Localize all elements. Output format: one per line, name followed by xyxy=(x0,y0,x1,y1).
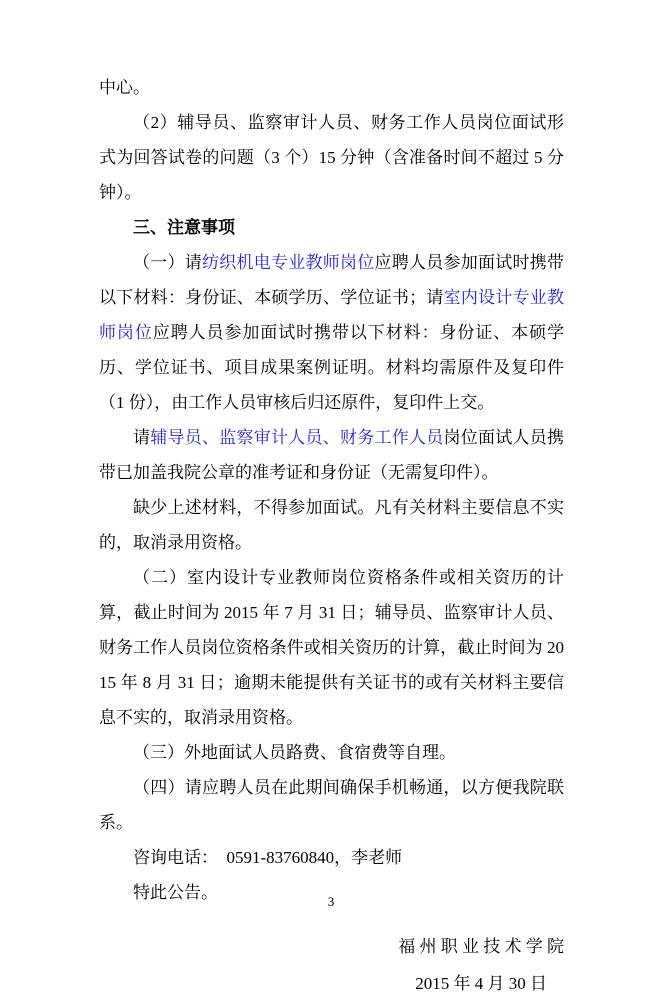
text-run: 应聘人员参加面试时携带以下材料：身份证、本硕学历、学位证书、项目成果案例证明。材料均需原件及复印件（1 份），由工作人员审核后归还原件，复印件上交。 xyxy=(99,323,565,412)
paragraph-qualification-deadline: （二）室内设计专业教师岗位资格条件或相关资历的计算，截止时间为 2015 年 7 月 31 日；辅导员、监察审计人员、财务工作人员岗位资格条件或相关资历的计算，截止时间为 2015 年 8 月 31 日；逾期未能提供有关证书的或有关材料主要信息不实的，取消录用资格。 xyxy=(99,568,564,727)
paragraph-materials xyxy=(99,245,564,420)
signature-inner xyxy=(398,928,564,1002)
text-run: 请 xyxy=(133,428,151,447)
paragraph-interview-format: （2）辅导员、监察审计人员、财务工作人员岗位面试形式为回答试卷的问题（3 个）15 分钟（含准备时间不超过 5 分钟）。 xyxy=(99,113,564,202)
paragraph-travel-expenses: （三）外地面试人员路费、食宿费等自理。 xyxy=(133,743,456,762)
text-run: 应聘人员参加面试时携带以下材料：身份证、本硕学历、学位证书；请 xyxy=(99,253,564,307)
page-number: 3 xyxy=(327,894,335,909)
link-counselor-audit-finance-positions[interactable]: 辅导员、监察审计人员、财务工作人员 xyxy=(150,428,444,447)
paragraph-admission-ticket xyxy=(99,420,564,490)
paragraph-keep-phone-on: （四）请应聘人员在此期间确保手机畅通，以方便我院联系。 xyxy=(99,778,564,832)
link-textile-mech-teacher-position[interactable]: 纺织机电专业教师岗位 xyxy=(202,253,375,272)
link-interior-design-teacher-position[interactable]: 室内设计专业教师岗位 xyxy=(99,288,565,342)
section-heading-notes: 三、注意事项 xyxy=(133,218,235,237)
paragraph-missing-materials: 缺少上述材料，不得参加面试。凡有关材料主要信息不实的，取消录用资格。 xyxy=(99,498,564,552)
signature-organization: 福 州 职 业 技 术 学 院 xyxy=(398,937,564,956)
paragraph-continuation: 中心。 xyxy=(99,78,150,97)
paragraph-closing: 特此公告。 xyxy=(133,883,218,902)
signature-block xyxy=(99,928,564,1002)
signature-date: 2015 年 4 月 30 日 xyxy=(415,974,547,993)
paragraph-contact-phone: 咨询电话： 0591-83760840，李老师 xyxy=(133,848,403,867)
document-body xyxy=(99,70,564,1002)
text-run: （一）请 xyxy=(133,253,202,272)
text-run: 岗位面试人员携带已加盖我院公章的准考证和身份证（无需复印件）。 xyxy=(99,428,564,482)
